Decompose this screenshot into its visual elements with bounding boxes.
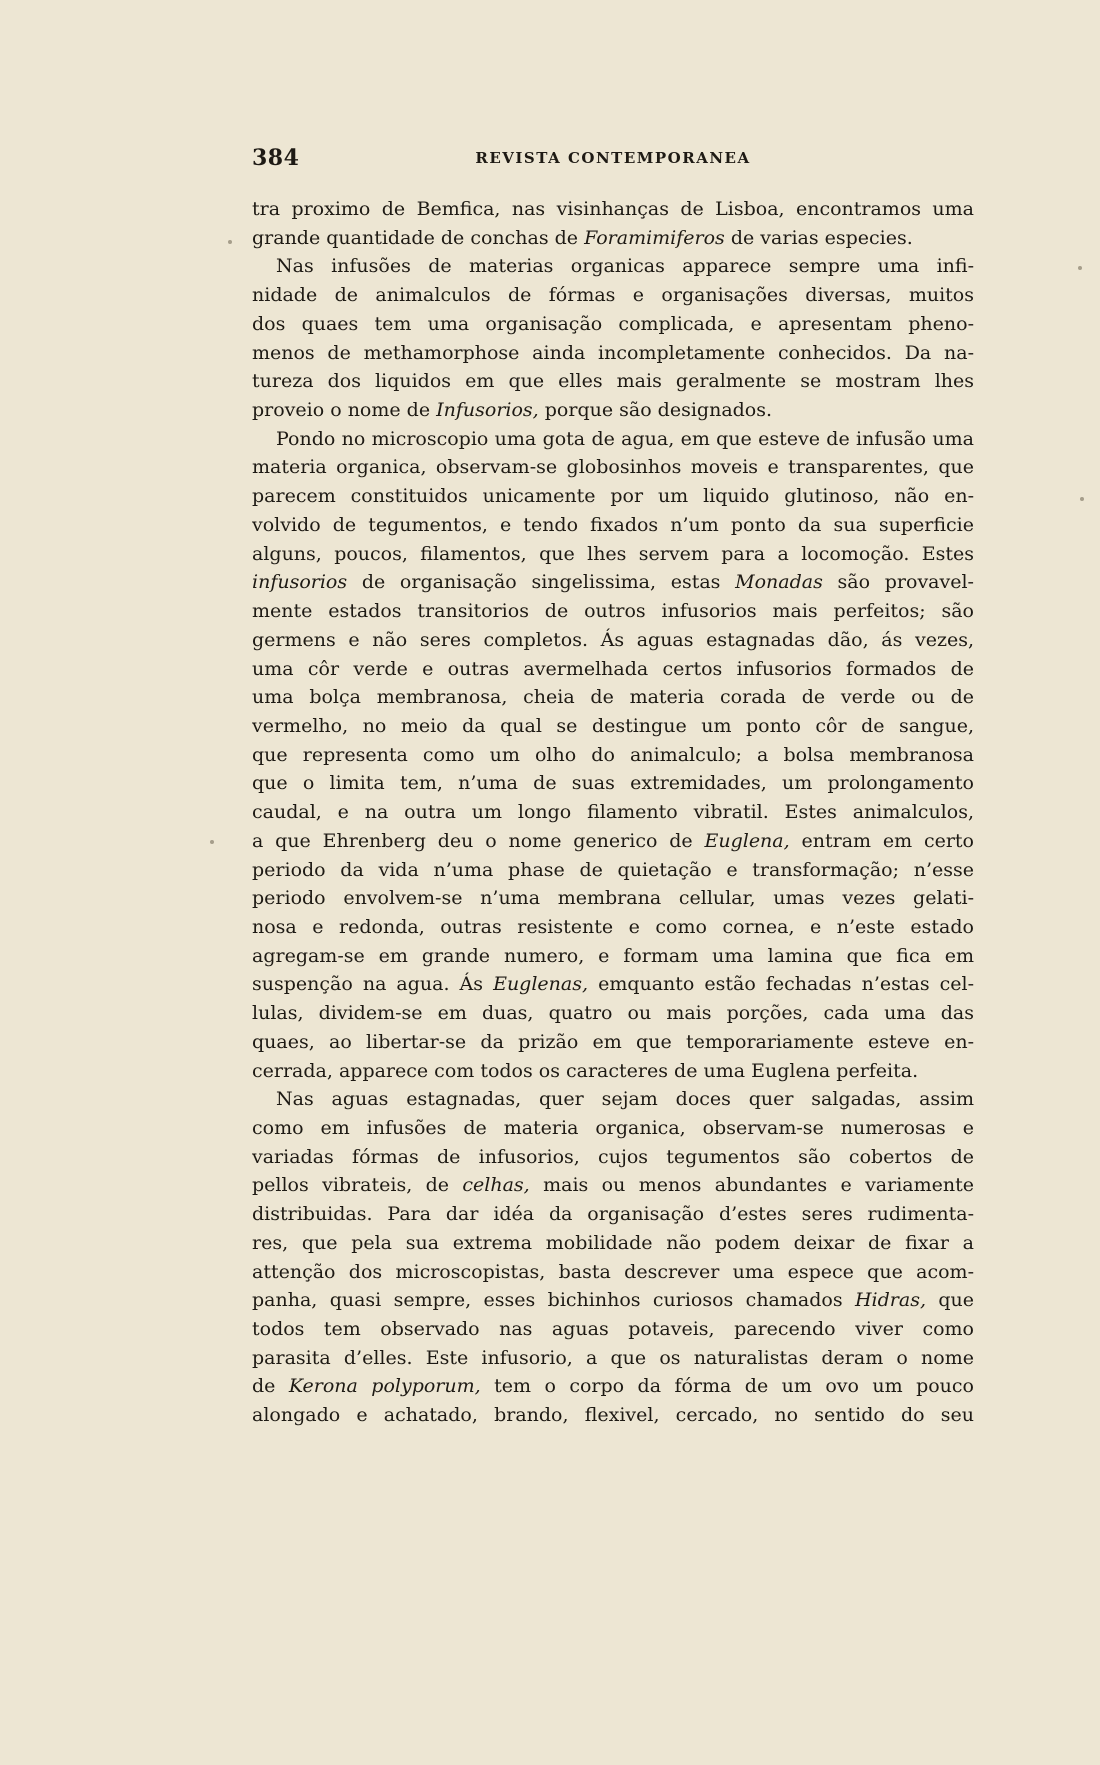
text-line	[252, 626, 974, 655]
text-line	[252, 281, 974, 310]
text-run: de organisação singelissima, estas	[347, 571, 736, 594]
text-line	[252, 568, 974, 597]
text-line	[252, 339, 974, 368]
text-run: Nas infusões de materias organicas apparece sempre uma infi-	[276, 255, 974, 278]
text-line	[252, 798, 974, 827]
text-line	[252, 597, 974, 626]
italic-term: Infusorios,	[436, 399, 539, 422]
text-run: emquanto estão fechadas n’estas cel-	[588, 973, 974, 996]
text-run: mente estados transitorios de outros infusorios mais perfeitos; são	[252, 600, 974, 623]
text-line	[252, 913, 974, 942]
text-line	[252, 884, 974, 913]
italic-term: Kerona polyporum,	[288, 1375, 481, 1398]
italic-term: Hidras,	[854, 1289, 926, 1312]
page-header	[252, 145, 974, 175]
text-run: tureza dos liquidos em que elles mais geralmente se mostram lhes	[252, 370, 974, 393]
text-run: distribuidas. Para dar idéa da organisação d’estes seres rudimenta-	[252, 1203, 974, 1226]
body-text	[252, 195, 974, 1430]
text-run: germens e não seres completos. Ás aguas estagnadas dão, ás vezes,	[252, 628, 974, 651]
italic-term: Euglenas,	[493, 973, 589, 996]
text-run: tem o corpo da fórma de um ovo um pouco	[480, 1375, 974, 1398]
text-run: attenção dos microscopistas, basta descrever uma espece que acom-	[252, 1260, 974, 1283]
text-line	[252, 511, 974, 540]
text-run: menos de methamorphose ainda incompletamente conhecidos. Da na-	[252, 341, 974, 364]
text-line	[252, 1085, 974, 1114]
text-run: que o limita tem, n’uma de suas extremidades, um prolongamento	[252, 772, 974, 795]
italic-term: celhas,	[462, 1174, 530, 1197]
text-line	[252, 1229, 974, 1258]
text-run: vermelho, no meio da qual se destingue um ponto côr de sangue,	[252, 714, 974, 737]
italic-term: Monadas	[735, 571, 823, 594]
text-run: res, que pela sua extrema mobilidade não podem deixar de fixar a	[252, 1231, 974, 1254]
paper-speck	[228, 240, 232, 244]
text-run: pellos vibrateis, de	[252, 1174, 463, 1197]
text-line	[252, 425, 974, 454]
text-line	[252, 1143, 974, 1172]
text-line	[252, 540, 974, 569]
text-line	[252, 712, 974, 741]
text-line	[252, 1171, 974, 1200]
text-line	[252, 252, 974, 281]
text-run: mais ou menos abundantes e variamente	[529, 1174, 974, 1197]
text-run: tra proximo de Bemfica, nas visinhanças de Lisboa, encontramos uma	[252, 198, 974, 220]
text-run: todos tem observado nas aguas potaveis, parecendo viver como	[252, 1318, 974, 1341]
text-run: dos quaes tem uma organisação complicada, e apresentam pheno-	[252, 312, 974, 335]
text-line	[252, 1114, 974, 1143]
text-run: uma côr verde e outras avermelhada certos infusorios formados de	[252, 657, 974, 680]
text-line	[252, 1258, 974, 1287]
text-run: nosa e redonda, outras resistente e como cornea, e n’este estado	[252, 915, 974, 938]
text-run: grande quantidade de conchas de	[252, 226, 585, 249]
text-run: parecem constituidos unicamente por um liquido glutinoso, não en-	[252, 485, 974, 508]
text-line	[252, 683, 974, 712]
text-run: alongado e achatado, brando, flexivel, cercado, no sentido do seu	[252, 1404, 974, 1427]
text-run: que representa como um olho do animalculo; a bolsa membranosa	[252, 743, 974, 766]
text-line	[252, 310, 974, 339]
text-line	[252, 942, 974, 971]
text-run: alguns, poucos, filamentos, que lhes servem para a locomoção. Estes	[252, 542, 974, 565]
text-line	[252, 827, 974, 856]
text-line	[252, 856, 974, 885]
text-run: Pondo no microscopio uma gota de agua, em que esteve de infusão uma	[276, 427, 974, 450]
text-run: porque são designados.	[538, 399, 773, 422]
text-run: de	[252, 1375, 289, 1398]
text-run: caudal, e na outra um longo filamento vibratil. Estes animalculos,	[252, 801, 974, 824]
text-run: materia organica, observam-se globosinhos moveis e transparentes, que	[252, 456, 974, 479]
text-line	[252, 1200, 974, 1229]
text-run: cerrada, apparece com todos os caracteres de uma Euglena perfeita.	[252, 1059, 919, 1082]
italic-term: Foramimiferos	[584, 226, 725, 249]
text-line	[252, 396, 974, 425]
text-run: a que Ehrenberg deu o nome generico de	[252, 829, 705, 852]
text-run: suspenção na agua. Ás	[252, 973, 494, 996]
text-run: volvido de tegumentos, e tendo fixados n’um ponto da sua superficie	[252, 513, 974, 536]
text-line	[252, 655, 974, 684]
text-line	[252, 482, 974, 511]
running-title: REVISTA CONTEMPORANEA	[475, 149, 751, 167]
text-run: de varias especies.	[724, 226, 913, 249]
text-run: Nas aguas estagnadas, quer sejam doces quer salgadas, assim	[276, 1088, 974, 1111]
text-run: são provavel-	[822, 571, 974, 594]
paper-speck	[1078, 266, 1082, 270]
italic-term: Euglena,	[704, 829, 790, 852]
text-run: periodo envolvem-se n’uma membrana cellular, umas vezes gelati-	[252, 887, 974, 910]
text-run: quaes, ao libertar-se da prizão em que temporariamente esteve en-	[252, 1030, 974, 1053]
text-run: nidade de animalculos de fórmas e organisações diversas, muitos	[252, 284, 974, 307]
text-line	[252, 1028, 974, 1057]
text-line	[252, 1057, 974, 1086]
text-run: variadas fórmas de infusorios, cujos tegumentos são cobertos de	[252, 1145, 974, 1168]
italic-term: infusorios	[252, 571, 348, 594]
text-line	[252, 453, 974, 482]
page-number: 384	[252, 145, 300, 171]
text-run: lulas, dividem-se em duas, quatro ou mais porções, cada uma das	[252, 1002, 974, 1025]
text-line	[252, 999, 974, 1028]
text-run: panha, quasi sempre, esses bichinhos curiosos chamados	[252, 1289, 855, 1312]
text-run: proveio o nome de	[252, 399, 437, 422]
text-line	[252, 224, 974, 253]
text-line	[252, 195, 974, 224]
text-line	[252, 1286, 974, 1315]
text-line	[252, 1344, 974, 1373]
paper-speck	[1080, 497, 1084, 501]
text-line	[252, 741, 974, 770]
text-run: parasita d’elles. Este infusorio, a que os naturalistas deram o nome	[252, 1346, 974, 1369]
text-run: agregam-se em grande numero, e formam uma lamina que fica em	[252, 944, 974, 967]
text-line	[252, 367, 974, 396]
text-run: entram em certo	[789, 829, 974, 852]
text-line	[252, 1315, 974, 1344]
text-line	[252, 1372, 974, 1401]
text-line	[252, 769, 974, 798]
paper-speck	[210, 840, 214, 844]
text-run: uma bolça membranosa, cheia de materia corada de verde ou de	[252, 686, 974, 709]
text-run: como em infusões de materia organica, observam-se numerosas e	[252, 1117, 974, 1139]
text-run: periodo da vida n’uma phase de quietação e transformação; n’esse	[252, 858, 974, 881]
text-run: que	[925, 1289, 974, 1312]
text-line	[252, 970, 974, 999]
text-line	[252, 1401, 974, 1430]
